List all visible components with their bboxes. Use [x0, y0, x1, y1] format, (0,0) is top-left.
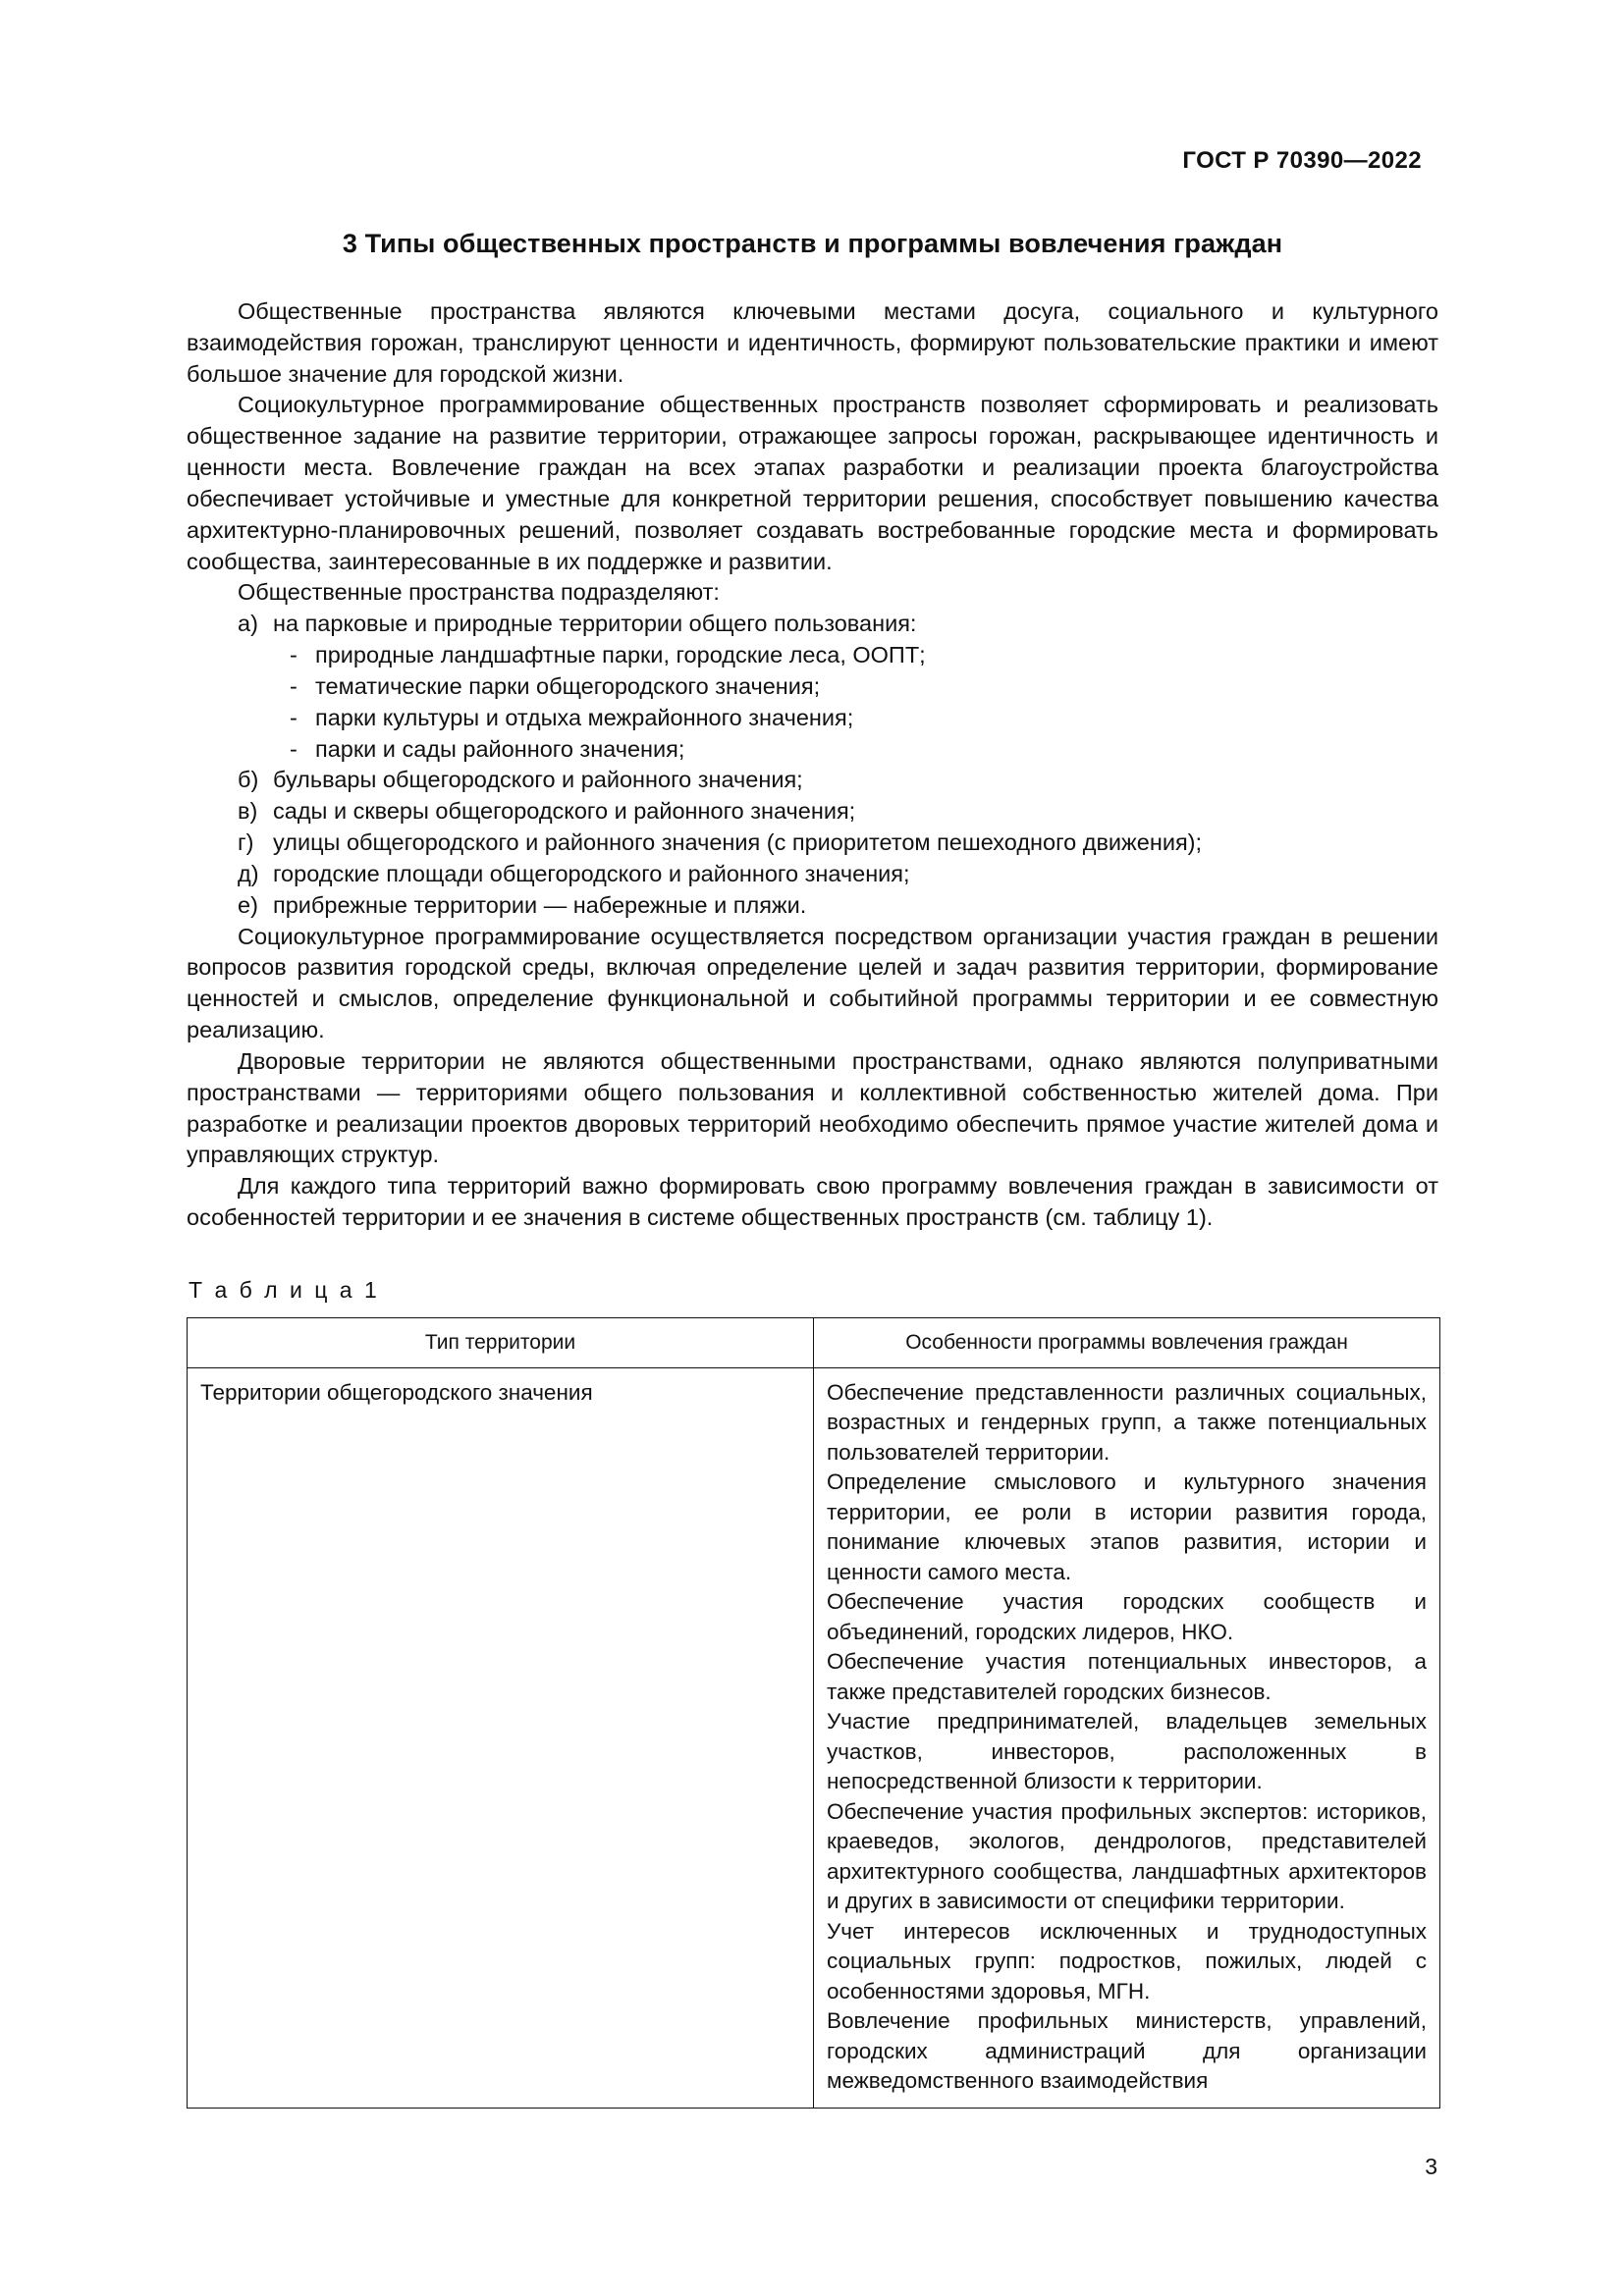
territory-type-label: Территории общегородского значения: [200, 1379, 593, 1405]
list-item-label: бульвары общегородского и районного значения;: [273, 767, 803, 793]
feature-item: Обеспечение представленности различных социальных, возрастных и гендерных групп, а также потенциальных пользователей территории.: [827, 1379, 1427, 1465]
list-item: [187, 671, 1438, 703]
table-header-row: [188, 1317, 1440, 1367]
territory-programs-table: [187, 1317, 1440, 2109]
list-item: [187, 859, 1438, 890]
table-caption: Т а б л и ц а 1: [189, 1276, 380, 1303]
list-marker: в): [238, 798, 258, 825]
list-item: [187, 890, 1438, 922]
list-item-label: прибрежные территории — набережные и пляжи.: [273, 891, 807, 918]
paragraph-3: Общественные пространства подразделяют:: [238, 579, 720, 606]
list-item: [187, 703, 1438, 734]
paragraph-2: Социокультурное программирование общественных пространств позволяет сформировать и реализовать общественное задание на развитие территории, отражающее запросы горожан, раскрывающее идентичность и ценности места. Вовлечение граждан на всех этапах разработки и реализации проекта благоустройства обеспечивает устойчивые и уместные для конкретной территории решения, способствует повышению качества архитектурно-планировочных решений, позволяет создавать востребованные городские места и формировать сообщества, заинтересованные в их поддержке и развитии.: [187, 392, 1438, 574]
paragraph-6: Для каждого типа территорий важно формировать свою программу вовлечения граждан в зависимости от особенностей территории и ее значения в системе общественных пространств (см. таблицу 1).: [187, 1173, 1438, 1231]
list-item: [187, 796, 1438, 828]
list-item-label: природные ландшафтные парки, городские леса, ООПТ;: [315, 642, 926, 668]
page-number: 3: [1425, 2154, 1437, 2179]
feature-item: Учет интересов исключенных и труднодоступных социальных групп: подростков, пожилых, людей с особенностями здоровья, МГН.: [827, 1918, 1427, 2003]
table-row: [188, 1367, 1440, 2109]
list-marker: -: [290, 704, 298, 730]
list-marker: -: [290, 642, 298, 668]
list-item-label: парки и сады районного значения;: [315, 735, 685, 762]
list-marker: -: [290, 735, 298, 762]
list-marker: е): [238, 891, 258, 918]
table-header-type: Тип территории: [188, 1317, 814, 1367]
paragraph-1: Общественные пространства являются ключевыми местами досуга, социального и культурного взаимодействия горожан, транслируют ценности и идентичность, формируют пользовательские практики и имеют большое значение для городской жизни.: [187, 298, 1438, 387]
paragraph-5: Дворовые территории не являются общественными пространствами, однако являются полуприватными пространствами — территориями общего пользования и коллективной собственностью жителей дома. При разработке и реализации проектов дворовых территорий необходимо обеспечить прямое участие жителей дома и управляющих структур.: [187, 1047, 1438, 1168]
list-marker: д): [238, 860, 259, 886]
feature-item: Определение смыслового и культурного значения территории, ее роли в истории развития города, понимание ключевых этапов развития, истории и ценности самого места.: [827, 1469, 1427, 1584]
feature-item: Участие предпринимателей, владельцев земельных участков, инвесторов, расположенных в непосредственной близости к территории.: [827, 1709, 1427, 1794]
table-cell-type: [188, 1367, 814, 2109]
feature-item: Обеспечение участия потенциальных инвесторов, а также представителей городских бизнесов.: [827, 1649, 1427, 1704]
list-item-label: сады и скверы общегородского и районного значения;: [273, 798, 856, 825]
standard-header: ГОСТ Р 70390—2022: [1182, 147, 1422, 174]
list-item-label: тематические парки общегородского значения;: [315, 672, 821, 699]
feature-item: Вовлечение профильных министерств, управлений, городских администраций для организации межведомственного взаимодействия: [827, 2008, 1427, 2093]
paragraph-4: Социокультурное программирование осуществляется посредством организации участия граждан в решении вопросов развития городской среды, включая определение целей и задач развития территории, формирование ценностей и смыслов, определение функциональной и событийной программы территории и ее совместную реализацию.: [187, 923, 1438, 1043]
feature-item: Обеспечение участия профильных экспертов: историков, краеведов, экологов, дендрологов, представителей архитектурного сообщества, ландшафтных архитекторов и других в зависимости от специфики территории.: [827, 1798, 1427, 1914]
page-content: [187, 0, 1438, 2109]
list-marker: а): [238, 611, 258, 637]
page-title: 3 Типы общественных пространств и программы вовлечения граждан: [342, 229, 1283, 258]
list-item: [187, 765, 1438, 796]
list-item-label: городские площади общегородского и районного значения;: [273, 860, 910, 886]
list-item-label: на парковые и природные территории общего пользования:: [273, 611, 917, 637]
list-item: [187, 734, 1438, 766]
list-marker: б): [238, 767, 259, 793]
feature-item: Обеспечение участия городских сообществ и объединений, городских лидеров, НКО.: [827, 1589, 1427, 1644]
list-marker: г): [238, 829, 254, 856]
list-item-label: улицы общегородского и районного значения (с приоритетом пешеходного движения);: [273, 829, 1203, 856]
table-cell-features: [814, 1367, 1440, 2109]
list-item: [187, 640, 1438, 671]
list-marker: -: [290, 672, 298, 699]
list-item: [187, 609, 1438, 640]
list-item-label: парки культуры и отдыха межрайонного значения;: [315, 704, 854, 730]
list-item: [187, 828, 1438, 859]
table-header-features: Особенности программы вовлечения граждан: [814, 1317, 1440, 1367]
